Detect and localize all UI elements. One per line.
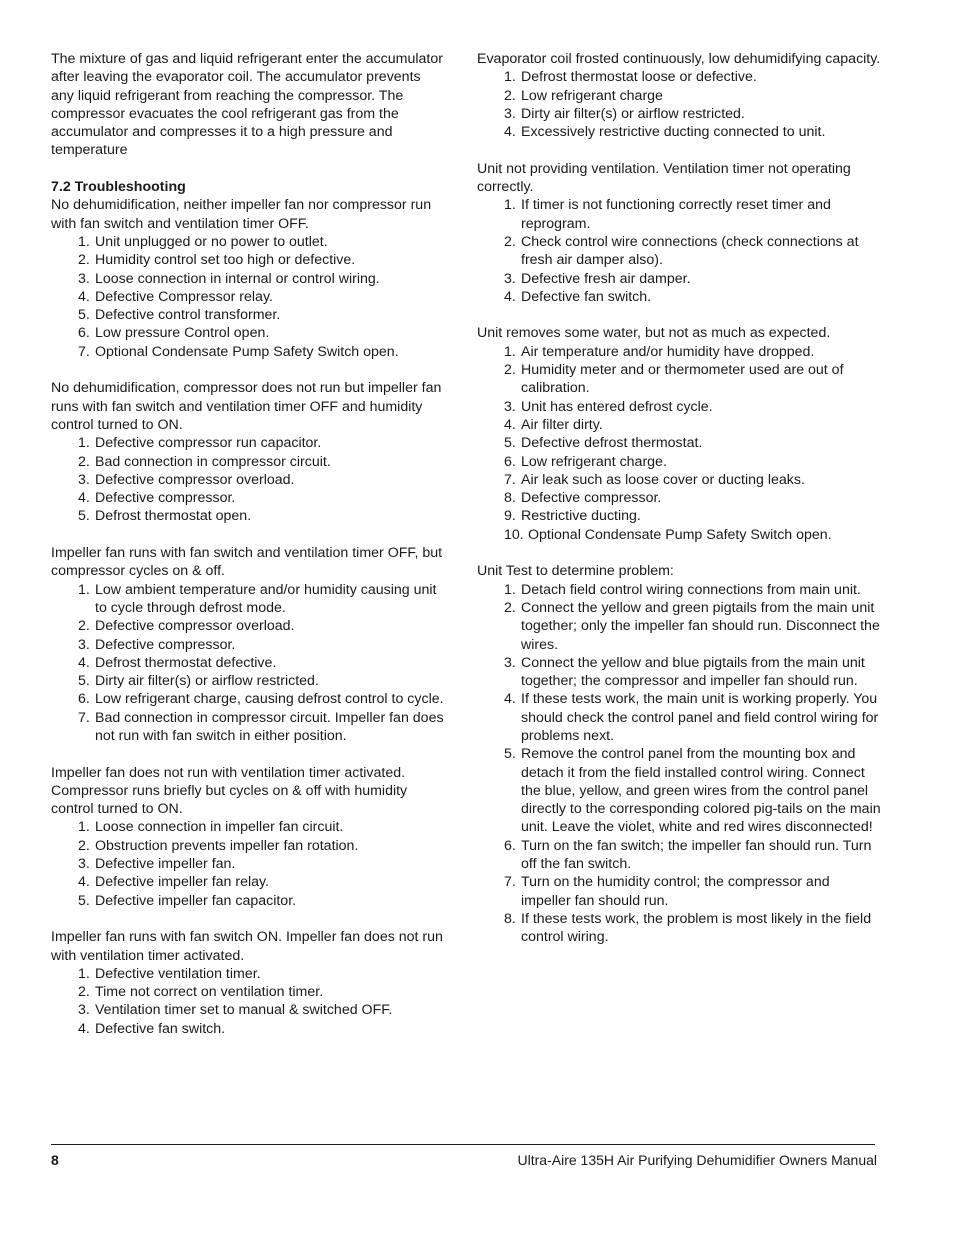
footer-rule bbox=[51, 1144, 875, 1145]
troubleshooting-block bbox=[51, 544, 446, 745]
list-item: 1. Detach field control wiring connections from main unit. bbox=[504, 581, 861, 598]
left-sections bbox=[51, 196, 446, 1038]
list-item: 2. Time not correct on ventilation timer. bbox=[78, 984, 324, 1001]
list-item: 1. Loose connection in impeller fan circuit. bbox=[78, 819, 344, 836]
list-item: 6. Low refrigerant charge, causing defrost control to cycle. bbox=[78, 691, 444, 708]
list-item: 5. Defective control transformer. bbox=[78, 307, 281, 324]
troubleshooting-block bbox=[477, 324, 882, 544]
list-item: 8. Defective compressor. bbox=[504, 490, 662, 507]
cause-list bbox=[477, 581, 882, 947]
list-item: 3. Defective compressor. bbox=[78, 636, 236, 653]
list-item: 2. Bad connection in compressor circuit. bbox=[78, 453, 331, 470]
list-item: 3. Defective fresh air damper. bbox=[504, 270, 691, 287]
list-item: 2. Connect the yellow and green pigtails from the main unit together; only the impeller fan should run. Disconnect the wires. bbox=[504, 599, 880, 653]
list-item: 4. Defective impeller fan relay. bbox=[78, 874, 269, 891]
list-item: 9. Restrictive ducting. bbox=[504, 508, 641, 525]
symptom-text: Unit not providing ventilation. Ventilation timer not operating correctly. bbox=[477, 160, 851, 196]
list-item: 1. Air temperature and/or humidity have dropped. bbox=[504, 343, 815, 360]
cause-list bbox=[51, 581, 446, 746]
list-item: 4. Defective fan switch. bbox=[78, 1020, 226, 1037]
cause-list bbox=[51, 818, 446, 909]
list-item: 7. Bad connection in compressor circuit. Impeller fan does not run with fan switch in either position. bbox=[78, 709, 444, 744]
right-column bbox=[477, 50, 882, 965]
symptom-text: Impeller fan runs with fan switch ON. Impeller fan does not run with ventilation timer activated. bbox=[51, 929, 443, 964]
troubleshooting-block bbox=[51, 764, 446, 910]
cause-list bbox=[51, 434, 446, 525]
list-item: 5. Defective defrost thermostat. bbox=[504, 435, 703, 452]
list-item: 7. Air leak such as loose cover or ducting leaks. bbox=[504, 471, 805, 488]
troubleshooting-block bbox=[51, 379, 446, 525]
section-heading: 7.2 Troubleshooting bbox=[51, 179, 186, 196]
list-item: 2. Defective compressor overload. bbox=[78, 618, 295, 635]
symptom-text: Evaporator coil frosted continuously, low dehumidifying capacity. bbox=[477, 51, 881, 67]
list-item: 1. Defective compressor run capacitor. bbox=[78, 435, 322, 452]
cause-list bbox=[51, 233, 446, 361]
symptom-text: Impeller fan runs with fan switch and ventilation timer OFF, but compressor cycles on & off. bbox=[51, 545, 443, 580]
list-item: 2. Humidity meter and or thermometer used are out of calibration. bbox=[504, 362, 844, 397]
list-item: 1. Defective ventilation timer. bbox=[78, 965, 261, 982]
list-item: 2. Humidity control set too high or defective. bbox=[78, 252, 356, 269]
troubleshooting-block bbox=[477, 50, 882, 141]
list-item: 5. Defective impeller fan capacitor. bbox=[78, 892, 297, 909]
page-number: 8 bbox=[51, 1152, 59, 1168]
list-item: 6. Low refrigerant charge. bbox=[504, 453, 667, 470]
troubleshooting-block bbox=[51, 928, 446, 1038]
list-item: 4. Defrost thermostat defective. bbox=[78, 654, 277, 671]
list-item: 3. Defective impeller fan. bbox=[78, 856, 236, 873]
troubleshooting-block bbox=[51, 196, 446, 361]
list-item: 1. If timer is not functioning correctly reset timer and reprogram. bbox=[504, 197, 831, 232]
list-item: 3. Defective compressor overload. bbox=[78, 471, 295, 488]
list-item: 5. Dirty air filter(s) or airflow restricted. bbox=[78, 673, 319, 690]
list-item: 7. Turn on the humidity control; the compressor and impeller fan should run. bbox=[504, 874, 830, 909]
list-item: 10. Optional Condensate Pump Safety Switch open. bbox=[504, 526, 832, 543]
symptom-text: Unit removes some water, but not as much as expected. bbox=[477, 325, 831, 342]
symptom-text: Unit Test to determine problem: bbox=[477, 563, 674, 580]
list-item: 2. Check control wire connections (check connections at fresh air damper also). bbox=[504, 233, 859, 269]
list-item: 2. Low refrigerant charge bbox=[504, 87, 663, 104]
list-item: 8. If these tests work, the problem is most likely in the field control wiring. bbox=[504, 910, 872, 946]
list-item: 3. Unit has entered defrost cycle. bbox=[504, 398, 713, 415]
list-item: 4. Excessively restrictive ducting connected to unit. bbox=[504, 124, 826, 141]
list-item: 1. Unit unplugged or no power to outlet. bbox=[78, 233, 328, 250]
cause-list bbox=[51, 965, 446, 1038]
list-item: 6. Low pressure Control open. bbox=[78, 325, 270, 342]
right-sections bbox=[477, 50, 882, 947]
intro-paragraph: The mixture of gas and liquid refrigerant enter the accumulator after leaving the evaporator coil. The accumulator prevents any liquid refrigerant from reaching the compressor. The compressor evacuates the cool refrigerant gas from the accumulator and compresses it to a high pressure and temperature bbox=[51, 51, 443, 159]
list-item: 3. Connect the yellow and blue pigtails from the main unit together; the compressor and impeller fan should run. bbox=[504, 654, 865, 690]
cause-list bbox=[477, 68, 882, 141]
list-item: 4. Defective Compressor relay. bbox=[78, 288, 273, 305]
cause-list bbox=[477, 196, 882, 306]
troubleshooting-block bbox=[477, 562, 882, 946]
symptom-text: No dehumidification, compressor does not run but impeller fan runs with fan switch and ventilation timer OFF and humidity control turned to ON. bbox=[51, 380, 442, 433]
list-item: 4. Defective fan switch. bbox=[504, 288, 652, 305]
list-item: 3. Ventilation timer set to manual & switched OFF. bbox=[78, 1002, 393, 1019]
list-item: 5. Remove the control panel from the mounting box and detach it from the field installed control wiring. Connect the blue, yellow, and green wires from the control panel directly to the corresponding colored pig-tails on the main unit. Leave the violet, white and red wires disconnected! bbox=[504, 746, 881, 836]
symptom-text: No dehumidification, neither impeller fan nor compressor run with fan switch and ventilation timer OFF. bbox=[51, 197, 432, 232]
list-item: 1. Low ambient temperature and/or humidity causing unit to cycle through defrost mode. bbox=[78, 581, 437, 616]
list-item: 4. Defective compressor. bbox=[78, 490, 236, 507]
list-item: 5. Defrost thermostat open. bbox=[78, 508, 252, 525]
list-item: 4. If these tests work, the main unit is working properly. You should check the control panel and field control wiring for problems next. bbox=[504, 691, 879, 744]
list-item: 3. Loose connection in internal or control wiring. bbox=[78, 270, 380, 287]
list-item: 1. Defrost thermostat loose or defective. bbox=[504, 69, 757, 86]
left-column bbox=[51, 50, 446, 1056]
list-item: 7. Optional Condensate Pump Safety Switch open. bbox=[78, 343, 399, 360]
list-item: 3. Dirty air filter(s) or airflow restricted. bbox=[504, 105, 745, 122]
list-item: 4. Air filter dirty. bbox=[504, 416, 603, 433]
troubleshooting-block bbox=[477, 160, 882, 306]
cause-list bbox=[477, 343, 882, 544]
symptom-text: Impeller fan does not run with ventilation timer activated. Compressor runs briefly but cycles on & off with humidity control turned to ON. bbox=[51, 764, 408, 818]
list-item: 2. Obstruction prevents impeller fan rotation. bbox=[78, 837, 359, 854]
list-item: 6. Turn on the fan switch; the impeller fan should run. Turn off the fan switch. bbox=[504, 837, 872, 873]
manual-title: Ultra-Aire 135H Air Purifying Dehumidifier Owners Manual bbox=[517, 1152, 877, 1168]
